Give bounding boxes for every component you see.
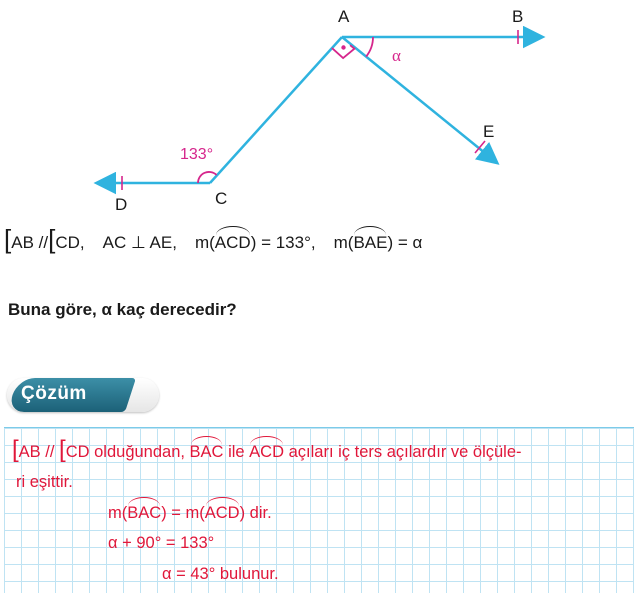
right-angle-dot: [341, 45, 345, 49]
point-label-a: A: [338, 7, 350, 26]
given-m-open: m(: [333, 233, 354, 252]
cozum-label: Çözüm: [21, 383, 87, 404]
angle-bac-notation: BAC: [190, 443, 224, 462]
angle-bae-notation: BAE: [353, 233, 387, 253]
angle-bac-notation: BAC: [127, 504, 161, 523]
angle-acd-notation: ACD: [205, 504, 240, 523]
solution-line-5: α = 43° bulunur.: [162, 565, 279, 583]
point-label-c: C: [215, 189, 228, 208]
given-m-open: m(: [194, 233, 215, 252]
question-text: Buna göre, α kaç derecedir?: [8, 300, 237, 319]
angle-acd-notation: ACD: [215, 233, 251, 253]
solution-line-3: m( BAC) = m( ACD) dir.: [108, 504, 272, 523]
ray-ae: [342, 37, 496, 162]
segment-ac: [210, 37, 342, 183]
given-statement: [4, 226, 422, 253]
solution-box: [4, 427, 634, 593]
cozum-badge: [7, 378, 159, 412]
solution-line-1: [AB // [CD olduğundan, BAC ile ACD açıları iç ters açılardır ve ölçüle-: [12, 436, 522, 463]
alpha-arc: [366, 37, 373, 57]
point-label-e: E: [483, 122, 495, 141]
solution-line-4: α + 90° = 133°: [108, 534, 215, 552]
given-part1: AB //: [11, 233, 49, 252]
angle-acd-notation: ACD: [249, 443, 284, 462]
angle-acd-label: 133°: [180, 146, 214, 163]
point-label-b: B: [512, 7, 524, 26]
geometry-figure: [0, 0, 638, 222]
alpha-label: α: [392, 46, 401, 65]
solution-line-2: ri eşittir.: [16, 473, 73, 491]
given-eq2: ) = α: [387, 233, 423, 252]
given-perpendicular: AC ⊥ AE,: [102, 233, 177, 252]
ray-bracket: [: [4, 224, 12, 254]
point-label-d: D: [115, 195, 128, 214]
given-part2: CD,: [55, 233, 85, 252]
given-eq1: ) = 133°,: [250, 233, 316, 252]
ray-bracket: [: [48, 224, 56, 254]
